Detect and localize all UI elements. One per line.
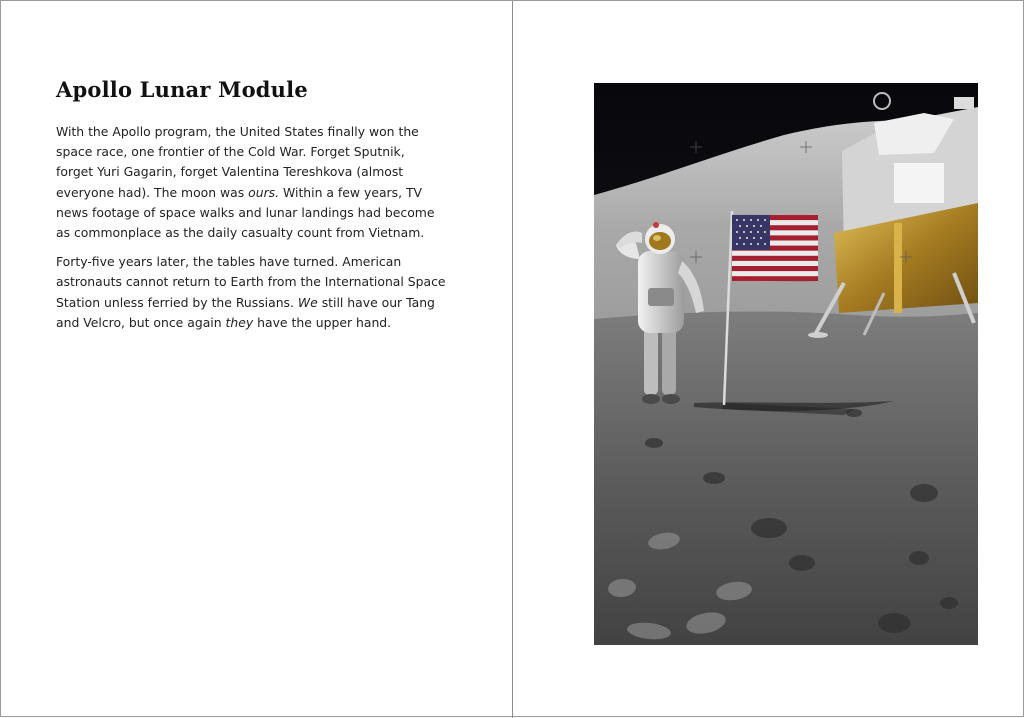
text-line: space race, one frontier of the Cold War. Forget Sputnik, (56, 144, 405, 160)
paragraph-2 (56, 252, 456, 333)
text-run: everyone had). The moon was (56, 184, 249, 200)
emphasis-they: they (225, 314, 254, 330)
page-heading: Apollo Lunar Module (56, 77, 308, 102)
text-line: With the Apollo program, the United States finally won the (56, 124, 419, 139)
text-run: Within a few years, TV (279, 184, 423, 200)
text-line: as commonplace as the daily casualty count from Vietnam. (56, 225, 425, 241)
text-line (56, 293, 456, 313)
emphasis-we: We (297, 294, 318, 310)
moon-landing-illustration (594, 83, 978, 645)
text-line: astronauts cannot return to Earth from the International Space (56, 274, 446, 290)
emphasis-ours: ours. (248, 184, 280, 200)
text-line: news footage of space walks and lunar landings had become (56, 204, 435, 220)
right-page (513, 1, 1024, 718)
body-text (56, 122, 456, 333)
left-page (1, 1, 512, 718)
text-line: forget Yuri Gagarin, forget Valentina Tereshkova (almost (56, 164, 404, 180)
text-run: and Velcro, but once again (56, 314, 226, 330)
text-run: Station unless ferried by the Russians. (56, 294, 298, 310)
text-run: have the upper hand. (253, 314, 392, 330)
moon-landing-photo (594, 83, 978, 645)
paragraph-1 (56, 122, 456, 243)
text-line: Forty-five years later, the tables have turned. American (56, 254, 402, 270)
text-run: still have our Tang (317, 294, 435, 310)
text-line (56, 183, 456, 203)
text-line (56, 313, 456, 333)
